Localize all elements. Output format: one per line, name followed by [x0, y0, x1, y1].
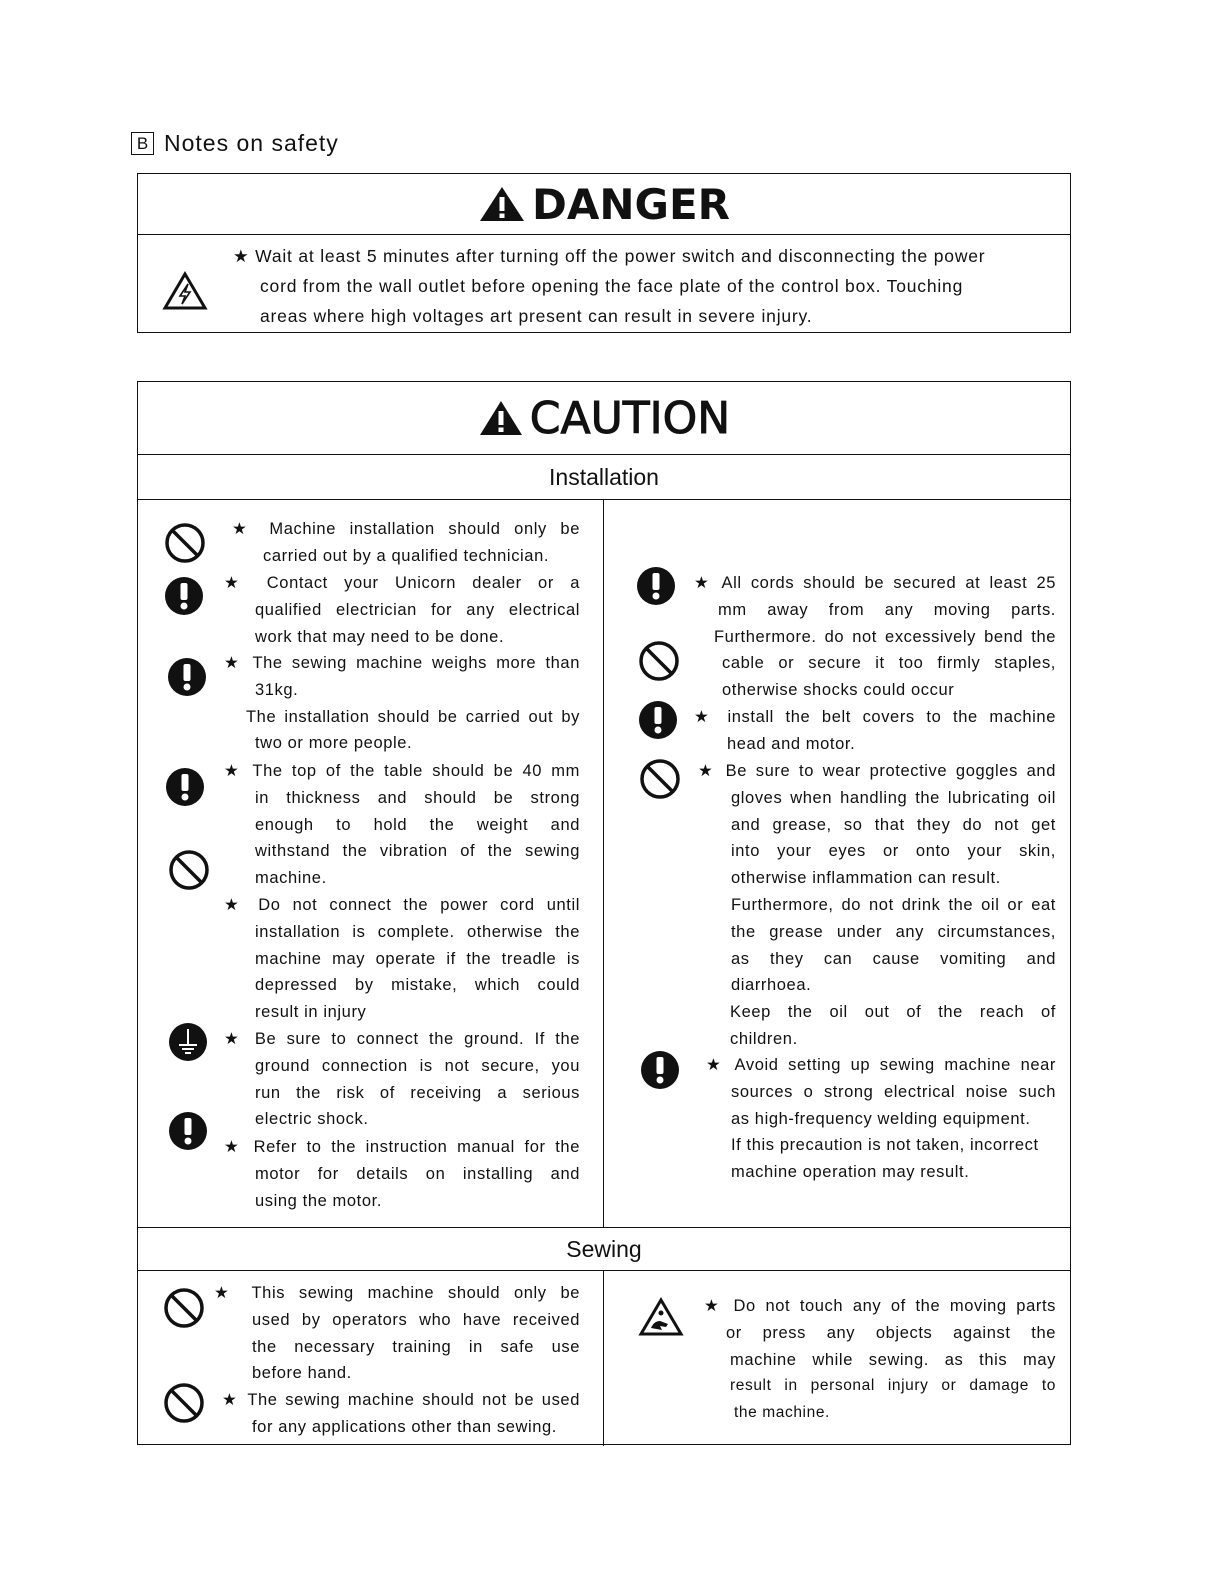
- item-line: or press any objects against the: [726, 1323, 1056, 1342]
- item-line: electric shock.: [255, 1110, 369, 1129]
- installation-item: [224, 570, 580, 650]
- item-line: ★ The top of the table should be 40 mm: [224, 762, 580, 780]
- sewing-item: [704, 1293, 1056, 1427]
- danger-body: [138, 235, 1070, 334]
- prohibited-icon: [164, 522, 206, 564]
- item-line: ground connection is not secure, you: [255, 1056, 580, 1075]
- ground-icon: [168, 1022, 208, 1062]
- item-line: ★ Do not touch any of the moving parts: [704, 1297, 1056, 1315]
- item-line: ★ The sewing machine weighs more than: [224, 654, 580, 672]
- installation-item: [698, 758, 1056, 1053]
- installation-item: [224, 892, 580, 1026]
- item-line: otherwise inflammation can result.: [731, 869, 1001, 888]
- sewing-columns: [138, 1271, 1070, 1446]
- item-line: sources o strong electrical noise such: [731, 1082, 1056, 1101]
- installation-columns: [138, 500, 1070, 1227]
- item-line: machine.: [255, 869, 327, 888]
- item-line: otherwise shocks could occur: [722, 681, 955, 700]
- item-line: If this precaution is not taken, incorrect: [731, 1136, 1039, 1155]
- item-line: depressed by mistake, which could: [255, 976, 580, 995]
- item-line: ★ Refer to the instruction manual for the: [224, 1138, 580, 1156]
- danger-line: areas where high voltages art present can result in severe injury.: [260, 306, 813, 326]
- item-line: ★ Contact your Unicorn dealer or a: [224, 574, 580, 592]
- installation-item: [224, 1026, 580, 1133]
- item-line: head and motor.: [727, 734, 856, 753]
- item-line: the necessary training in safe use: [252, 1337, 580, 1356]
- sewing-item: [214, 1280, 580, 1387]
- item-line: before hand.: [252, 1364, 352, 1383]
- item-line: machine may operate if the treadle is: [255, 949, 580, 968]
- mandatory-exclamation-icon: [638, 700, 678, 740]
- warning-triangle-icon: [478, 185, 526, 223]
- hand-caution-icon: [638, 1297, 684, 1337]
- high-voltage-icon: [162, 271, 208, 311]
- item-line: mm away from any moving parts.: [718, 600, 1056, 619]
- section-badge: B: [131, 132, 154, 155]
- item-line: ★ install the belt covers to the machine: [694, 708, 1056, 726]
- installation-item: [224, 650, 580, 757]
- item-line: in thickness and should be strong: [255, 788, 580, 807]
- item-line: motor for details on installing and: [255, 1164, 580, 1183]
- installation-item: [232, 516, 580, 570]
- item-line: using the motor.: [255, 1191, 383, 1210]
- warning-triangle-icon: [478, 399, 524, 437]
- danger-line: cord from the wall outlet before opening the face plate of the control box. Touching: [260, 276, 964, 296]
- item-line: into your eyes or onto your skin,: [731, 842, 1056, 861]
- item-line: work that may need to be done.: [255, 627, 505, 646]
- caution-title: CAUTION: [529, 392, 731, 444]
- item-line: the machine.: [734, 1404, 830, 1422]
- prohibited-icon: [168, 849, 210, 891]
- mandatory-exclamation-icon: [636, 566, 676, 606]
- caution-title-row: [138, 382, 1070, 455]
- item-line: used by operators who have received: [252, 1310, 580, 1329]
- item-line: ★ Machine installation should only be: [232, 520, 580, 538]
- item-line: diarrhoea.: [731, 976, 812, 995]
- item-line: Furthermore, do not drink the oil or eat: [731, 895, 1056, 914]
- mandatory-exclamation-icon: [168, 1111, 208, 1151]
- installation-item: [694, 704, 1056, 758]
- prohibited-icon: [163, 1382, 205, 1424]
- item-line: enough to hold the weight and: [255, 815, 580, 834]
- installation-header: Installation: [138, 455, 1070, 500]
- mandatory-exclamation-icon: [640, 1050, 680, 1090]
- item-line: machine operation may result.: [731, 1163, 970, 1182]
- item-line: qualified electrician for any electrical: [255, 600, 580, 619]
- item-line: ★ This sewing machine should only be: [214, 1284, 580, 1302]
- sewing-header: Sewing: [138, 1227, 1070, 1271]
- prohibited-icon: [638, 640, 680, 682]
- prohibited-icon: [163, 1287, 205, 1329]
- item-line: result in injury: [255, 1003, 367, 1022]
- item-line: for any applications other than sewing.: [252, 1417, 557, 1436]
- item-line: cable or secure it too firmly staples,: [722, 654, 1056, 673]
- item-line: ★ Be sure to wear protective goggles and: [698, 762, 1056, 780]
- item-line: ★ Be sure to connect the ground. If the: [224, 1030, 580, 1048]
- danger-title: DANGER: [531, 179, 731, 229]
- item-line: as high-frequency welding equipment.: [731, 1109, 1031, 1128]
- item-line: and grease, so that they do not get: [731, 815, 1056, 834]
- item-line: Keep the oil out of the reach of: [730, 1003, 1056, 1022]
- item-line: run the risk of receiving a serious: [255, 1083, 580, 1102]
- item-line: as they can cause vomiting and: [731, 949, 1056, 968]
- item-line: 31kg.: [255, 680, 299, 699]
- danger-box: [137, 173, 1071, 333]
- installation-item: [224, 758, 580, 892]
- section-heading: [131, 130, 339, 157]
- item-line: ★ Avoid setting up sewing machine near: [706, 1056, 1056, 1074]
- item-line: the grease under any circumstances,: [731, 922, 1056, 941]
- item-line: children.: [730, 1029, 798, 1048]
- item-line: installation is complete. otherwise the: [255, 922, 580, 941]
- prohibited-icon: [639, 758, 681, 800]
- sewing-item: [222, 1387, 580, 1441]
- danger-title-row: [138, 174, 1070, 235]
- item-line: ★ All cords should be secured at least 25: [694, 574, 1056, 592]
- sewing-right-column: [604, 1271, 1070, 1446]
- item-line: result in personal injury or damage to: [730, 1377, 1056, 1395]
- danger-line: ★ Wait at least 5 minutes after turning off the power switch and disconnecting the power: [233, 246, 986, 266]
- installation-item: [706, 1052, 1056, 1186]
- installation-left-column: [138, 500, 604, 1227]
- installation-right-column: [604, 500, 1070, 1227]
- caution-box: [137, 381, 1071, 1445]
- danger-text: [233, 241, 1053, 331]
- item-line: gloves when handling the lubricating oil: [731, 788, 1056, 807]
- item-line: ★ The sewing machine should not be used: [222, 1391, 580, 1409]
- item-line: The installation should be carried out by: [246, 707, 580, 726]
- item-line: ★ Do not connect the power cord until: [224, 896, 580, 914]
- installation-item: [224, 1134, 580, 1214]
- item-line: carried out by a qualified technician.: [263, 546, 550, 565]
- mandatory-exclamation-icon: [165, 767, 205, 807]
- mandatory-exclamation-icon: [164, 576, 204, 616]
- item-line: withstand the vibration of the sewing: [255, 842, 580, 861]
- item-line: Furthermore. do not excessively bend the: [714, 627, 1056, 646]
- mandatory-exclamation-icon: [167, 657, 207, 697]
- sewing-left-column: [138, 1271, 604, 1446]
- item-line: two or more people.: [255, 734, 413, 753]
- item-line: machine while sewing. as this may: [730, 1350, 1056, 1369]
- section-title: Notes on safety: [164, 130, 339, 156]
- installation-item: [694, 570, 1056, 704]
